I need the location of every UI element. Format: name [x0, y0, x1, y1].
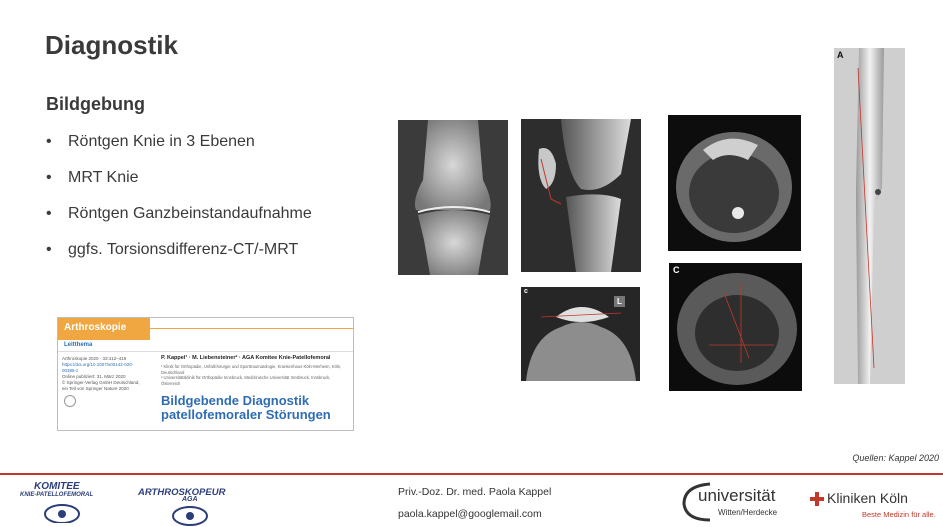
article-section: Leitthema	[64, 342, 93, 348]
mri-axial-knee	[668, 115, 801, 251]
xray-patella-axial	[521, 287, 640, 381]
crossmark-icon	[64, 395, 76, 407]
xray-knee-ap	[398, 120, 508, 275]
article-affiliations: ¹ Klinik für Orthopädie, Unfallchirurgie und Sporttraumatologie, Krankenhaus Köln-Merheim, Köln, Deutschland ² Universitätsklinik für Orthopädie Innsbruck, Medizinische Universität Innsbruck, Innsbruck, Österreich	[161, 364, 342, 386]
image-label: c	[524, 288, 528, 295]
uni-witten-logo: universität Witten/Herdecke	[680, 480, 790, 524]
image-label: C	[673, 265, 680, 275]
bullet-item: • Röntgen Knie in 3 Ebenen	[46, 133, 255, 150]
bullet-list	[46, 130, 312, 274]
slide-title: Diagnostik	[45, 30, 178, 60]
kliniken-koeln-logo: Kliniken Köln Beste Medizin für alle.	[810, 490, 940, 526]
bullet-item: • MRT Knie	[46, 169, 139, 186]
bullet-item: • ggfs. Torsionsdifferenz-CT/-MRT	[46, 241, 299, 258]
bullet-item: • Röntgen Ganzbeinstandaufnahme	[46, 205, 312, 222]
image-label: L	[614, 296, 625, 307]
presenter-name: Priv.-Doz. Dr. med. Paola Kappel	[398, 486, 552, 498]
journal-header: Arthroskopie	[58, 318, 150, 340]
article-authors: P. Kappel¹ · M. Liebensteiner² · AGA Komitee Knie-Patellofemoral	[161, 355, 331, 361]
xray-knee-lateral	[521, 119, 641, 272]
aga-logo: ARTHROSKOPEUR AGA	[138, 487, 248, 527]
komitee-logo: KOMITEE KNIE-PATELLOFEMORAL	[20, 481, 120, 525]
article-title: Bildgebende Diagnostik patellofemoraler Störungen	[161, 393, 331, 422]
xray-long-leg	[834, 48, 905, 384]
image-label: A	[837, 50, 844, 60]
mri-axial-measurement	[669, 263, 802, 391]
section-subtitle: Bildgebung	[46, 94, 145, 114]
article-meta: Arthroskopie 2020 · 33:412–419 https://doi.org/10.1007/s00142-020-00385-z Online publiziert: 31. März 2020 © Springer-Verlag GmbH Deutschland, ein Teil von Springer Nature 2020	[62, 356, 140, 391]
presenter-email[interactable]: paola.kappel@googlemail.com	[398, 508, 542, 520]
source-note: Quellen: Kappel 2020	[852, 453, 939, 463]
footer-divider	[0, 473, 943, 475]
article-thumbnail	[57, 317, 354, 431]
